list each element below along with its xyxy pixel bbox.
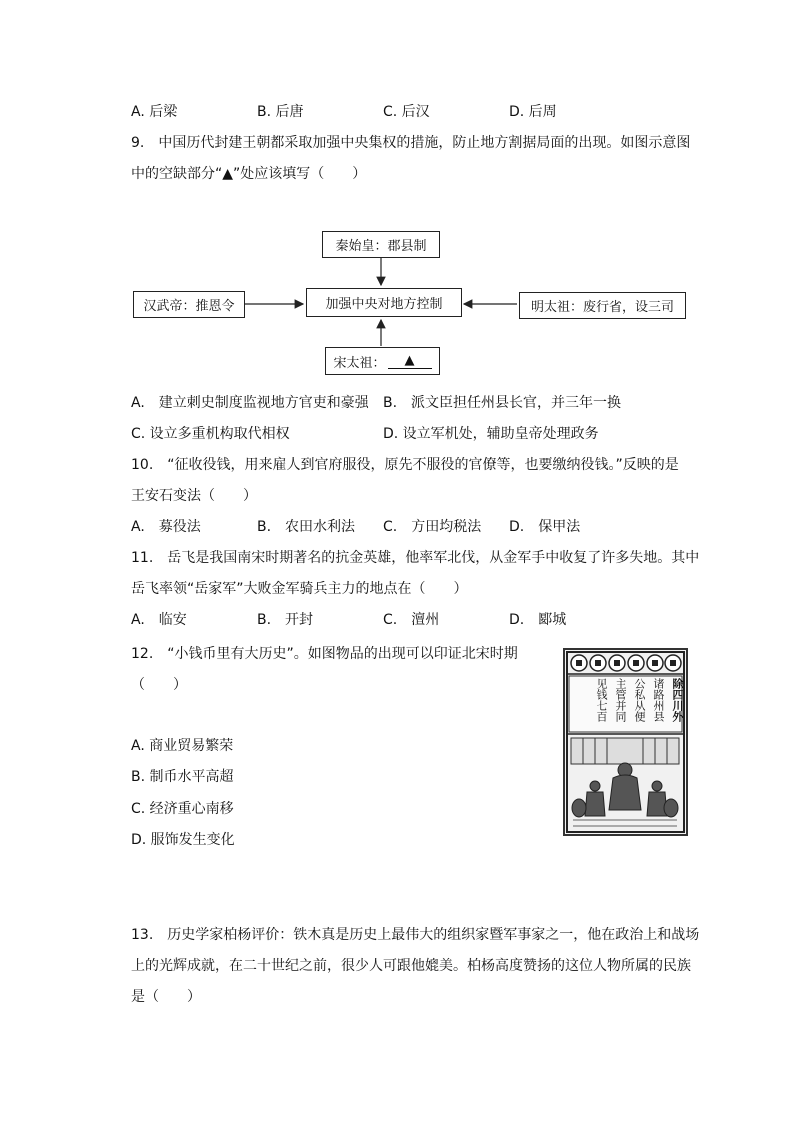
q9-option-d[interactable]: D. 设立军机处，辅助皇帝处理政务 bbox=[383, 426, 599, 442]
banknote-text-col4: 主管并同 bbox=[614, 678, 627, 722]
diagram-left-box bbox=[133, 291, 245, 318]
diagram-bottom-label: 宋太祖： bbox=[333, 355, 386, 371]
q8-option-b[interactable]: B. 后唐 bbox=[257, 104, 304, 120]
q12-stem-line2: （ ） bbox=[131, 677, 187, 693]
banknote-text-col5: 见钱七百 bbox=[595, 678, 608, 722]
banknote-text-col2: 诸路州县 bbox=[652, 678, 665, 722]
banknote-text-col3: 公私从便 bbox=[633, 678, 646, 722]
q11-option-a[interactable]: A. 临安 bbox=[131, 612, 187, 628]
q11-stem-line1: 11. 岳飞是我国南宋时期著名的抗金英雄，他率军北伐，从金军手中收复了许多失地。其中 bbox=[131, 550, 700, 566]
q10-option-a[interactable]: A. 募役法 bbox=[131, 519, 201, 535]
jiaozi-banknote-image bbox=[563, 648, 688, 836]
q13-stem-line1: 13. 历史学家柏杨评价：铁木真是历史上最伟大的组织家暨军事家之一，他在政治上和战场 bbox=[131, 927, 700, 943]
diagram-top-label: 秦始皇：郡县制 bbox=[335, 239, 427, 254]
q10-option-b[interactable]: B. 农田水利法 bbox=[257, 519, 356, 535]
q9-option-a[interactable]: A. 建立刺史制度监视地方官吏和豪强 bbox=[131, 395, 369, 411]
q11-stem-line2: 岳飞率领“岳家军”大败金军骑兵主力的地点在（ ） bbox=[131, 581, 468, 597]
q12-option-c[interactable]: C. 经济重心南移 bbox=[131, 801, 234, 817]
diagram-center-label: 加强中央对地方控制 bbox=[325, 297, 443, 312]
diagram-center-box bbox=[306, 288, 462, 317]
q11-option-b[interactable]: B. 开封 bbox=[257, 612, 314, 628]
diagram-left-label: 汉武帝：推恩令 bbox=[143, 299, 235, 314]
diagram-right-box bbox=[519, 292, 686, 319]
q10-stem-line1: 10. “征收役钱，用来雇人到官府服役，原先不服役的官僚等，也要缴纳役钱。”反映的是 bbox=[131, 457, 679, 473]
q9-stem-line1: 9. 中国历代封建王朝都采取加强中央集权的措施，防止地方割据局面的出现。如图示意图 bbox=[131, 135, 691, 151]
q12-option-b[interactable]: B. 制币水平高超 bbox=[131, 769, 234, 785]
q10-option-d[interactable]: D. 保甲法 bbox=[509, 519, 581, 535]
diagram-bottom-box bbox=[325, 347, 440, 375]
q13-stem-line2: 上的光辉成就，在二十世纪之前，很少人可跟他媲美。柏杨高度赞扬的这位人物所属的民族 bbox=[131, 958, 691, 974]
diagram-top-box bbox=[322, 231, 440, 258]
q8-option-c[interactable]: C. 后汉 bbox=[383, 104, 430, 120]
q11-option-d[interactable]: D. 郾城 bbox=[509, 612, 567, 628]
q12-option-a[interactable]: A. 商业贸易繁荣 bbox=[131, 738, 234, 754]
banknote-text-col1: 除四川外 bbox=[671, 678, 684, 722]
q9-option-c[interactable]: C. 设立多重机构取代相权 bbox=[131, 426, 290, 442]
diagram-blank: ▲ bbox=[388, 353, 432, 369]
q10-option-c[interactable]: C. 方田均税法 bbox=[383, 519, 482, 535]
q12-stem-line1: 12. “小钱币里有大历史”。如图物品的出现可以印证北宋时期 bbox=[131, 646, 518, 662]
q10-stem-line2: 王安石变法（ ） bbox=[131, 488, 257, 504]
q8-option-a[interactable]: A. 后梁 bbox=[131, 104, 178, 120]
q9-option-b[interactable]: B. 派文臣担任州县长官，并三年一换 bbox=[383, 395, 622, 411]
q8-option-d[interactable]: D. 后周 bbox=[509, 104, 557, 120]
q9-stem-line2: 中的空缺部分“▲”处应该填写（ ） bbox=[131, 166, 367, 182]
diagram-right-label: 明太祖：废行省，设三司 bbox=[530, 300, 674, 315]
q11-option-c[interactable]: C. 澶州 bbox=[383, 612, 440, 628]
q12-option-d[interactable]: D. 服饰发生变化 bbox=[131, 832, 235, 848]
q13-stem-line3: 是（ ） bbox=[131, 989, 201, 1005]
